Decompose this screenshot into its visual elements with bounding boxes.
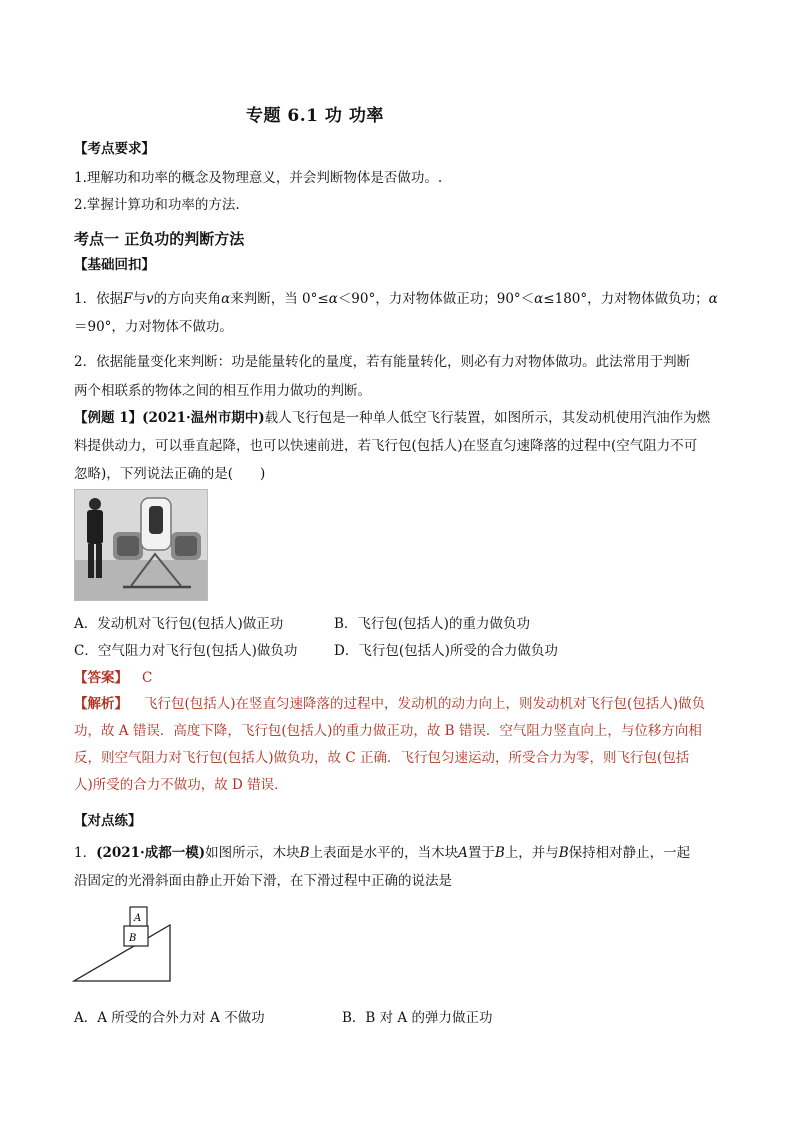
analysis-text-1: 飞行包(包括人)在竖直匀速降落的过程中，发动机的动力向上，则发动机对飞行包(包括人)做负 bbox=[144, 696, 706, 712]
practice-heading: 【对点练】 bbox=[74, 813, 142, 829]
q1-text-a: 如图所示，木块 bbox=[205, 845, 300, 861]
q1-source: (2021·成都一模) bbox=[96, 845, 206, 861]
q1-text-e: 保持相对静止，一起 bbox=[568, 845, 691, 861]
analysis-line3: 反，则空气阻力对飞行包(包括人)做负功，故 C 正确．飞行包匀速运动，所受合力为零，则飞行包(包括 bbox=[74, 750, 690, 766]
q1-var-B3: B bbox=[558, 845, 569, 861]
point1-var-alpha: α bbox=[221, 291, 231, 307]
block-a-label: A bbox=[134, 913, 142, 924]
point1-var-alpha2: α bbox=[328, 291, 338, 307]
point1-var-alpha3: α bbox=[534, 291, 544, 307]
example1-line1 bbox=[74, 406, 710, 426]
answer-value: C bbox=[142, 670, 153, 686]
point1-text-a: 1．依据 bbox=[74, 291, 124, 307]
q1-var-B1: B bbox=[299, 845, 310, 861]
point2-line2: 两个相联系的物体之间的相互作用力做功的判断。 bbox=[74, 383, 371, 399]
kaodian1-heading: 考点一 正负功的判断方法 bbox=[74, 230, 245, 248]
page-title: 专题 6.1 功 功率 bbox=[246, 106, 384, 126]
analysis-line2: 功，故 A 错误．高度下降，飞行包(包括人)的重力做正功，故 B 错误．空气阻力竖直向上，与位移方向相 bbox=[74, 723, 702, 739]
q1-text-b: 上表面是水平的，当木块 bbox=[309, 845, 459, 861]
example1-line2: 料提供动力，可以垂直起降，也可以快速前进，若飞行包(包括人)在竖直匀速降落的过程中(空气阻力不可 bbox=[74, 438, 698, 454]
example-label: 【例题 1】 bbox=[74, 410, 143, 426]
point2-line1: 2．依据能量变化来判断：功是能量转化的量度，若有能量转化，则必有力对物体做功。此法常用于判断 bbox=[74, 354, 691, 370]
requirement-item-1: 1.理解功和功率的概念及物理意义，并会判断物体是否做功。. bbox=[74, 170, 443, 186]
analysis-line1 bbox=[74, 692, 705, 712]
practice-q1-line1 bbox=[74, 841, 690, 861]
requirements-heading: 【考点要求】 bbox=[74, 141, 155, 157]
example-source: (2021·温州市期中) bbox=[142, 410, 265, 426]
answer-line bbox=[74, 666, 152, 686]
point1-var-v: v bbox=[145, 291, 154, 307]
q1-var-A1: A bbox=[458, 845, 468, 861]
analysis-line4: 人)所受的合力不做功，故 D 错误． bbox=[74, 777, 288, 793]
example1-option-b: B．飞行包(包括人)的重力做负功 bbox=[334, 616, 530, 632]
q1-var-B2: B bbox=[494, 845, 505, 861]
example-text-1: 载人飞行包是一种单人低空飞行装置，如图所示，其发动机使用汽油作为燃 bbox=[264, 410, 711, 426]
point1-text-f: ≤180°，力对物体做负功； bbox=[543, 291, 709, 307]
q1-text-c: 置于 bbox=[467, 845, 495, 861]
basic-review-heading: 【基础回扣】 bbox=[74, 257, 155, 273]
point1-var-F: F bbox=[123, 291, 133, 307]
example1-option-a: A．发动机对飞行包(包括人)做正功 bbox=[74, 616, 284, 632]
practice-q1-line2: 沿固定的光滑斜面由静止开始下滑，在下滑过程中正确的说法是 bbox=[74, 873, 452, 889]
example1-option-d: D．飞行包(包括人)所受的合力做负功 bbox=[334, 643, 558, 659]
point1-text-b: 与 bbox=[132, 291, 146, 307]
block-b-label: B bbox=[129, 933, 137, 944]
incline-wedge bbox=[74, 925, 170, 981]
example1-option-c: C．空气阻力对飞行包(包括人)做负功 bbox=[74, 643, 298, 659]
incline-figure bbox=[72, 905, 174, 985]
point1-line1 bbox=[74, 287, 718, 307]
requirement-item-2: 2.掌握计算功和功率的方法. bbox=[74, 197, 240, 213]
point1-text-d: 来判断，当 0°≤ bbox=[230, 291, 329, 307]
jetpack-photo bbox=[74, 489, 208, 601]
answer-label: 【答案】 bbox=[74, 670, 128, 686]
jetpack-photo-illustration bbox=[75, 490, 207, 600]
analysis-label: 【解析】 bbox=[74, 696, 128, 712]
point1-var-alpha4: α bbox=[708, 291, 718, 307]
example1-line3: 忽略)，下列说法正确的是( ) bbox=[74, 466, 266, 482]
q1-number: 1． bbox=[74, 845, 97, 861]
point1-line2: ＝90°，力对物体不做功。 bbox=[74, 319, 233, 335]
q1-text-d: 上，并与 bbox=[504, 845, 559, 861]
practice-option-b: B．B 对 A 的弹力做正功 bbox=[342, 1010, 493, 1026]
point1-text-e: ＜90°，力对物体做正功；90°＜ bbox=[337, 291, 535, 307]
point1-text-c: 的方向夹角 bbox=[153, 291, 222, 307]
practice-option-a: A．A 所受的合外力对 A 不做功 bbox=[74, 1010, 265, 1026]
